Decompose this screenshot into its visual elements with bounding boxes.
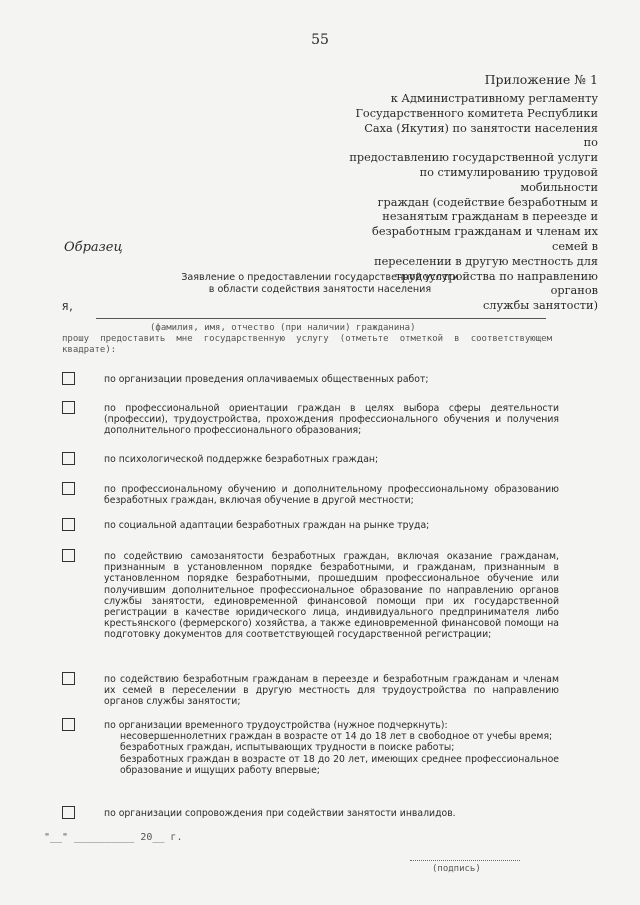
regulation-line: к Административному регламенту <box>390 92 598 105</box>
option-checkbox[interactable] <box>62 806 75 819</box>
regulation-line: по стимулированию трудовой мобильности <box>419 165 598 194</box>
option-label: по социальной адаптации безработных граждан на рынке труда; <box>104 520 430 531</box>
form-title-line-2: в области содействия занятости населения <box>208 284 432 295</box>
applicant-name-field[interactable] <box>96 318 546 319</box>
regulation-line: граждан (содействие безработным и <box>377 195 598 209</box>
option-text <box>104 520 559 531</box>
fio-caption: (фамилия, имя, отчество (при наличии) гражданина) <box>150 323 416 333</box>
applicant-prefix: Я, <box>62 302 75 313</box>
form-title <box>0 272 640 296</box>
option-subitem: несовершеннолетних граждан в возрасте от 14 до 18 лет в свободное от учебы время; <box>120 731 553 743</box>
option-checkbox[interactable] <box>62 549 75 562</box>
signature-field[interactable] <box>410 860 520 861</box>
signature-caption: (подпись) <box>432 864 481 874</box>
option-text <box>104 484 559 506</box>
option-text <box>104 454 559 465</box>
sample-label: Образец <box>64 240 123 255</box>
option-text <box>104 808 559 819</box>
regulation-line: незанятым гражданам в переезде и <box>382 210 598 224</box>
option-text <box>104 374 559 385</box>
option-text <box>104 720 559 776</box>
option-text <box>104 403 559 437</box>
regulation-line: предоставлению государственной услуги <box>349 151 598 165</box>
date-line: "__" __________ 20__ г. <box>44 832 183 843</box>
page-number: 55 <box>311 32 329 48</box>
option-checkbox[interactable] <box>62 518 75 531</box>
option-label: по организации временного трудоустройства (нужное подчеркнуть): <box>104 720 448 731</box>
option-label: по организации сопровождения при содействии занятости инвалидов. <box>104 808 456 819</box>
option-text <box>104 674 559 708</box>
request-text: прошу предоставить мне государственную услугу (отметьте отметкой в соответствующем квадрате): <box>62 334 552 355</box>
regulation-line: трудоустройства по направлению органов <box>395 269 598 298</box>
regulation-line: Государственного комитета Республики <box>355 106 598 120</box>
option-label: по профессиональной ориентации граждан в целях выбора сферы деятельности (профессии), трудоустройства, прохождения профессионального обучения и получения дополнительного профессионального образования; <box>104 403 559 437</box>
option-checkbox[interactable] <box>62 718 75 731</box>
option-subitem: безработных граждан, испытывающих трудности в поиске работы; <box>120 742 455 754</box>
regulation-line: службы занятости) <box>482 299 598 313</box>
option-checkbox[interactable] <box>62 452 75 465</box>
option-label: по содействию безработным гражданам в переезде и безработным гражданам и членам их семей в переселении в другую местность для трудоустройства по направлению органов службы занятости; <box>104 674 559 708</box>
option-text <box>104 551 559 641</box>
option-subitem: безработных граждан в возрасте от 18 до 20 лет, имеющих среднее профессиональное образование и ищущих работу впервые; <box>120 753 559 776</box>
option-label: по психологической поддержке безработных граждан; <box>104 454 379 465</box>
form-title-line-1: Заявление о предоставлении государственной услуги <box>181 272 459 283</box>
regulation-line: переселении в другую местность для <box>374 254 598 268</box>
option-label: по профессиональному обучению и дополнительному профессиональному образованию безработных граждан, включая обучение в другой местности; <box>104 484 559 507</box>
option-checkbox[interactable] <box>62 401 75 414</box>
option-checkbox[interactable] <box>62 482 75 495</box>
option-label: по содействию самозанятости безработных граждан, включая оказание гражданам, признанным в установленном порядке безработными, и гражданам, признанным в установленном порядке безработными, прошедшим профессиональное обучение или получившим дополнительное профессиональное образование по направлению органов службы занятости, единовременной финансовой помощи при их государственной регистрации в качестве юридического лица, индивидуального предпринимателя либо крестьянского (фермерского) хозяйства, а также единовременной финансовой помощи на подготовку документов для соответствующей государственной регистрации; <box>104 551 559 641</box>
option-checkbox[interactable] <box>62 672 75 685</box>
regulation-line: безработным гражданам и членам их семей в <box>372 225 598 253</box>
regulation-line: Саха (Якутия) по занятости населения по <box>364 121 598 150</box>
option-label: по организации проведения оплачиваемых общественных работ; <box>104 374 429 385</box>
option-checkbox[interactable] <box>62 372 75 385</box>
appendix-label: Приложение № 1 <box>484 72 598 87</box>
